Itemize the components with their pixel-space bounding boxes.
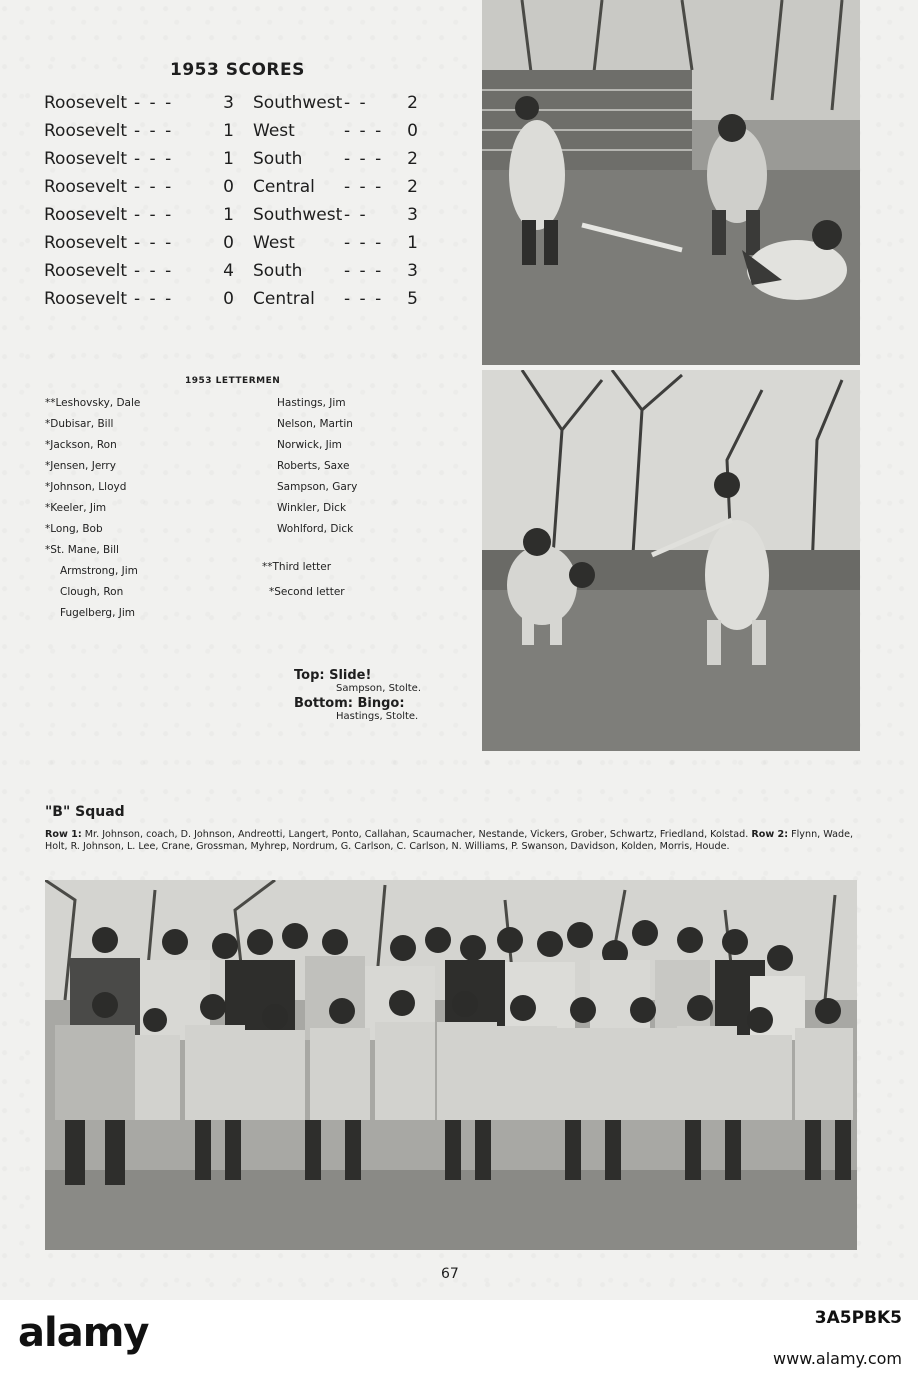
scores-table: [44, 93, 424, 317]
dash-leader: - - -: [134, 289, 174, 309]
bsquad-roster: [45, 829, 861, 853]
letterman-name: Hastings, Jim: [277, 397, 346, 409]
dash-leader: - - -: [134, 93, 174, 113]
opponent-name: South: [253, 261, 303, 281]
dash-leader: - - -: [344, 261, 384, 281]
dash-leader: - - -: [134, 261, 174, 281]
lettermen-column-2: [277, 397, 357, 544]
caption-bottom-label: Bottom: Bingo:: [294, 696, 405, 711]
dash-leader: - - -: [134, 205, 174, 225]
opponent-name: Southwest: [253, 93, 343, 113]
opponent-name: Central: [253, 289, 315, 309]
dash-leader: - -: [344, 93, 368, 113]
opponent-score: 0: [407, 121, 418, 141]
photo-team-image: [45, 880, 857, 1250]
dash-leader: - - -: [344, 149, 384, 169]
row2-names: Flynn, Wade, Holt, R. Johnson, L. Lee, Crane, Grossman, Myhrep, Nordrum, G. Carlson, C. Carlson, N. Williams, P. Swanson, Davidson, Kolden, Morris, Houde.: [45, 829, 854, 852]
photo-bingo-image: [482, 370, 860, 751]
letterman-name: *Keeler, Jim: [45, 502, 107, 514]
letterman-name: *Dubisar, Bill: [45, 418, 114, 430]
stock-url: www.alamy.com: [773, 1349, 902, 1368]
score-row: [44, 121, 424, 149]
team-name: Roosevelt: [44, 261, 128, 281]
letterman-name: *St. Mane, Bill: [45, 544, 119, 556]
letterman-name: **Leshovsky, Dale: [45, 397, 141, 409]
team-score: 4: [223, 261, 234, 281]
team-name: Roosevelt: [44, 121, 128, 141]
team-name: Roosevelt: [44, 177, 128, 197]
opponent-score: 2: [407, 177, 418, 197]
team-score: 3: [223, 93, 234, 113]
dash-leader: - - -: [344, 121, 384, 141]
team-score: 1: [223, 149, 234, 169]
team-name: Roosevelt: [44, 205, 128, 225]
team-name: Roosevelt: [44, 93, 128, 113]
scores-title: 1953 SCORES: [170, 60, 305, 80]
team-name: Roosevelt: [44, 233, 128, 253]
opponent-score: 2: [407, 149, 418, 169]
row1-names: Mr. Johnson, coach, D. Johnson, Andreotti, Langert, Ponto, Callahan, Scaumacher, Nestande, Vickers, Grober, Schwartz, Friedland, Kolstad.: [84, 829, 749, 840]
dash-leader: - - -: [134, 149, 174, 169]
dash-leader: - - -: [344, 177, 384, 197]
dash-leader: - - -: [134, 177, 174, 197]
row2-label: Row 2:: [751, 829, 789, 840]
letterman-name: Nelson, Martin: [277, 418, 353, 430]
opponent-score: 1: [407, 233, 418, 253]
note-second-letter: *Second letter: [269, 586, 345, 598]
letterman-name: *Johnson, Lloyd: [45, 481, 127, 493]
team-score: 1: [223, 205, 234, 225]
opponent-name: West: [253, 233, 295, 253]
opponent-name: Southwest: [253, 205, 343, 225]
photo-captions: [294, 668, 421, 724]
opponent-name: Central: [253, 177, 315, 197]
opponent-name: West: [253, 121, 295, 141]
letterman-name: Winkler, Dick: [277, 502, 347, 514]
photo-slide-image: [482, 0, 860, 365]
lettermen-title: 1953 LETTERMEN: [185, 376, 281, 386]
team-name: Roosevelt: [44, 289, 128, 309]
team-score: 0: [223, 177, 234, 197]
opponent-score: 3: [407, 261, 418, 281]
photo-team: [45, 880, 857, 1250]
row1-label: Row 1:: [45, 829, 82, 840]
dash-leader: - - -: [344, 233, 384, 253]
letterman-name: Armstrong, Jim: [60, 565, 138, 577]
score-row: [44, 205, 424, 233]
team-name: Roosevelt: [44, 149, 128, 169]
letterman-name: Clough, Ron: [60, 586, 124, 598]
letterman-name: Wohlford, Dick: [277, 523, 354, 535]
dash-leader: - - -: [344, 289, 384, 309]
score-row: [44, 149, 424, 177]
score-row: [44, 233, 424, 261]
stock-image-id: 3A5PBK5: [814, 1308, 902, 1328]
lettermen-column-1: [45, 397, 140, 628]
score-row: [44, 289, 424, 317]
alamy-logo: alamy: [18, 1310, 149, 1356]
team-score: 0: [223, 233, 234, 253]
caption-bottom-names: Hastings, Stolte.: [336, 711, 419, 722]
photo-slide: [482, 0, 860, 365]
opponent-name: South: [253, 149, 303, 169]
letterman-name: *Jensen, Jerry: [45, 460, 116, 472]
page-number: 67: [441, 1266, 459, 1282]
dash-leader: - - -: [134, 233, 174, 253]
opponent-score: 3: [407, 205, 418, 225]
dash-leader: - - -: [134, 121, 174, 141]
letterman-name: *Jackson, Ron: [45, 439, 117, 451]
score-row: [44, 261, 424, 289]
bsquad-title: "B" Squad: [45, 804, 125, 820]
team-score: 0: [223, 289, 234, 309]
opponent-score: 2: [407, 93, 418, 113]
note-third-letter: **Third letter: [262, 561, 332, 573]
letterman-name: Norwick, Jim: [277, 439, 342, 451]
letterman-name: *Long, Bob: [45, 523, 103, 535]
letterman-name: Fugelberg, Jim: [60, 607, 136, 619]
score-row: [44, 177, 424, 205]
letterman-name: Sampson, Gary: [277, 481, 358, 493]
caption-top-names: Sampson, Stolte.: [336, 683, 422, 694]
dash-leader: - -: [344, 205, 368, 225]
team-score: 1: [223, 121, 234, 141]
letter-notes: [262, 561, 345, 611]
caption-top-label: Top: Slide!: [294, 668, 372, 683]
opponent-score: 5: [407, 289, 418, 309]
letterman-name: Roberts, Saxe: [277, 460, 350, 472]
photo-bingo: [482, 370, 860, 751]
score-row: [44, 93, 424, 121]
